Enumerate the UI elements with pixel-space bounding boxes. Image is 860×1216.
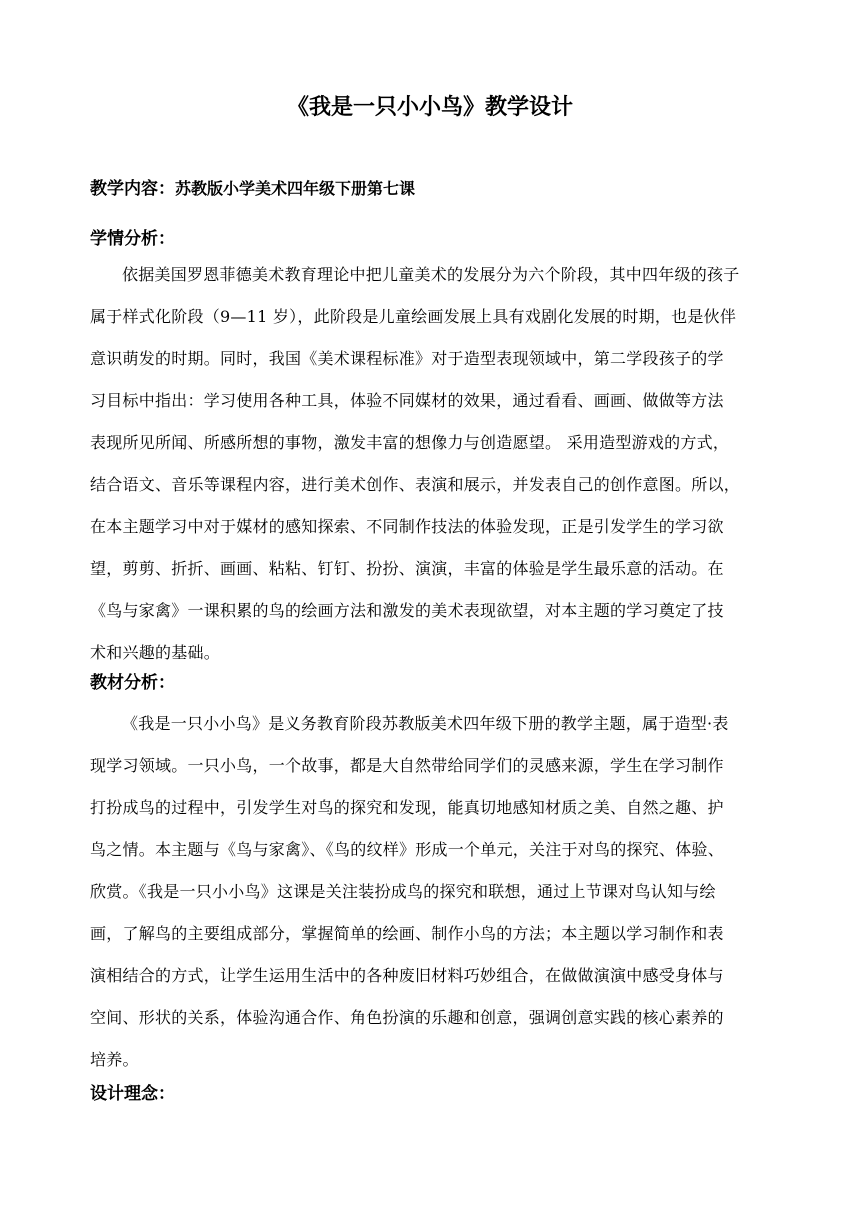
paragraph-line: 空间、形状的关系，体验沟通合作、角色扮演的乐趣和创意，强调创意实践的核心素养的 — [90, 1008, 724, 1027]
paragraph-line: 画，了解鸟的主要组成部分，掌握简单的绘画、制作小鸟的方法；本主题以学习制作和表 — [90, 924, 724, 943]
paragraph-line: 属于样式化阶段（9—11 岁），此阶段是儿童绘画发展上具有戏剧化发展的时期，也是伙伴 — [90, 307, 737, 326]
teaching-content-text: 苏教版小学美术四年级下册第七课 — [175, 179, 416, 198]
teaching-content-label: 教学内容： — [90, 179, 175, 199]
paragraph-line: 培养。 — [90, 1050, 139, 1069]
document-title: 《我是一只小小鸟》教学设计 — [286, 95, 573, 120]
paragraph-line: 演相结合的方式，让学生运用生活中的各种废旧材料巧妙组合，在做做演演中感受身体与 — [90, 966, 724, 985]
paragraph-line: 意识萌发的时期。同时，我国《美术课程标准》对于造型表现领域中，第二学段孩子的学 — [90, 349, 724, 368]
paragraph-line: 表现所见所闻、所感所想的事物，激发丰富的想像力与创造愿望。 采用造型游戏的方式， — [90, 433, 730, 452]
paragraph-line: 望，剪剪、折折、画画、粘粘、钉钉、扮扮、演演，丰富的体验是学生最乐意的活动。在 — [90, 559, 724, 578]
paragraph-line: 结合语文、音乐等课程内容，进行美术创作、表演和展示，并发表自己的创作意图。所以， — [90, 475, 741, 494]
paragraph-line: 在本主题学习中对于媒材的感知探索、不同制作技法的体验发现，正是引发学生的学习欲 — [90, 517, 724, 536]
paragraph-line: 鸟之情。本主题与《鸟与家禽》、《鸟的纹样》形成一个单元，关注于对鸟的探究、体验、 — [90, 840, 725, 859]
section-heading-design-concept: 设计理念： — [90, 1084, 175, 1104]
paragraph-line: 术和兴趣的基础。 — [90, 643, 221, 662]
paragraph-line: 依据美国罗恩菲德美术教育理论中把儿童美术的发展分为六个阶段，其中四年级的孩子 — [122, 265, 740, 284]
paragraph-line: 《鸟与家禽》一课积累的鸟的绘画方法和激发的美术表现欲望，对本主题的学习奠定了技 — [90, 601, 724, 620]
section-heading-textbook-analysis: 教材分析： — [90, 673, 175, 693]
paragraph-line: 打扮成鸟的过程中，引发学生对鸟的探究和发现，能真切地感知材质之美、自然之趣、护 — [90, 798, 724, 817]
paragraph-line: 欣赏。《我是一只小小鸟》这课是关注装扮成鸟的探究和联想，通过上节课对鸟认知与绘 — [90, 882, 716, 901]
section-heading-student-analysis: 学情分析： — [90, 229, 175, 249]
teaching-content-row — [90, 178, 415, 200]
paragraph-line: 习目标中指出：学习使用各种工具，体验不同媒材的效果，通过看看、画画、做做等方法 — [90, 391, 724, 410]
paragraph-line: 《我是一只小小鸟》是义务教育阶段苏教版美术四年级下册的教学主题，属于造型·表 — [122, 714, 729, 733]
paragraph-line: 现学习领域。一只小鸟，一个故事，都是大自然带给同学们的灵感来源，学生在学习制作 — [90, 756, 724, 775]
